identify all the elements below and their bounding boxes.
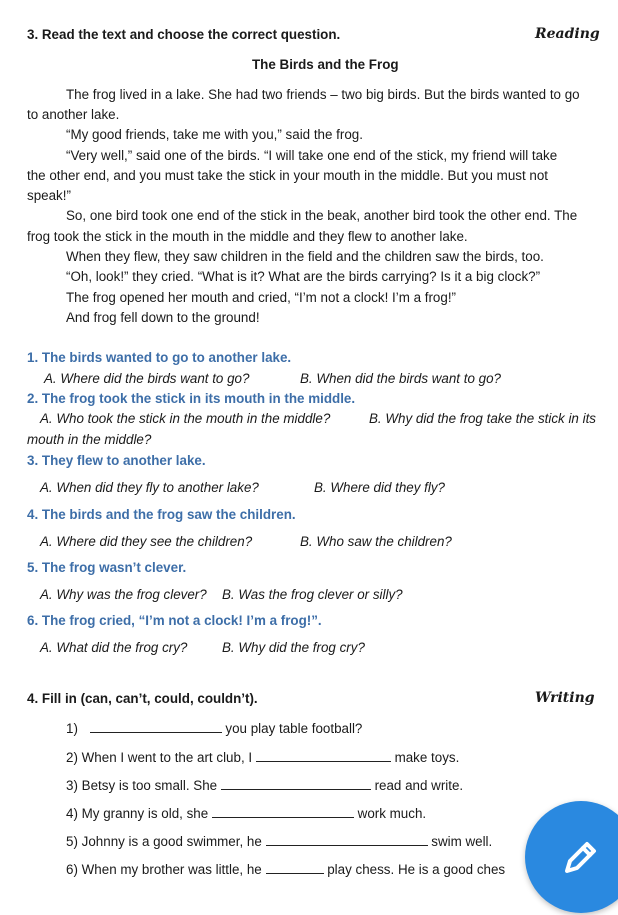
answer-blank[interactable] xyxy=(266,834,428,846)
question-statement: 5. The frog wasn’t clever. xyxy=(27,560,187,575)
fill-item xyxy=(66,750,459,765)
item-number: 6) xyxy=(66,862,78,877)
fill-item xyxy=(66,834,492,849)
item-text-after: read and write. xyxy=(374,778,464,793)
story-line: When they flew, they saw children in the field and the children saw the birds, too. xyxy=(66,249,544,264)
option-b: B. When did the birds want to go? xyxy=(300,371,501,386)
answer-blank[interactable] xyxy=(266,862,324,874)
option-a: A. Where did they see the children? xyxy=(40,534,253,549)
story-title: The Birds and the Frog xyxy=(252,57,399,72)
option-a: A. What did the frog cry? xyxy=(40,640,188,655)
option-a: A. Why was the frog clever? xyxy=(40,587,207,602)
option-b: B. Who saw the children? xyxy=(300,534,452,549)
story-line: And frog fell down to the ground! xyxy=(66,310,260,325)
item-text-after: swim well. xyxy=(431,834,493,849)
option-b: B. Why did the frog take the stick in its xyxy=(369,411,596,426)
task3-heading: 3. Read the text and choose the correct question. xyxy=(27,27,341,42)
item-text-after: play chess. He is a good ches xyxy=(327,862,506,877)
answer-blank[interactable] xyxy=(212,806,354,818)
story-line: So, one bird took one end of the stick in the beak, another bird took the other end. The xyxy=(66,208,578,223)
item-number: 4) xyxy=(66,806,78,821)
option-a: A. When did they fly to another lake? xyxy=(40,480,259,495)
question-statement: 1. The birds wanted to go to another lake. xyxy=(27,350,292,365)
writing-tag: Writing xyxy=(535,690,595,706)
answer-blank[interactable] xyxy=(221,778,371,790)
story-line: speak!” xyxy=(27,188,71,203)
item-text-before: Betsy is too small. She xyxy=(81,778,218,793)
item-number: 1) xyxy=(66,721,78,736)
story-line: frog took the stick in the mouth in the middle and they flew to another lake. xyxy=(27,229,468,244)
item-text-before: Johnny is a good swimmer, he xyxy=(81,834,262,849)
option-b: B. Where did they fly? xyxy=(314,480,445,495)
item-text-before: When I went to the art club, I xyxy=(81,750,253,765)
item-number: 3) xyxy=(66,778,78,793)
question-statement: 2. The frog took the stick in its mouth in the middle. xyxy=(27,391,356,406)
pencil-icon xyxy=(561,837,601,877)
edit-button[interactable] xyxy=(525,801,618,913)
story-line: The frog lived in a lake. She had two friends – two big birds. But the birds wanted to go xyxy=(66,87,580,102)
reading-tag: Reading xyxy=(535,26,600,42)
fill-item xyxy=(66,778,463,793)
option-b-continued: mouth in the middle? xyxy=(27,432,152,447)
question-statement: 6. The frog cried, “I’m not a clock! I’m a frog!”. xyxy=(27,613,322,628)
story-line: The frog opened her mouth and cried, “I’m not a clock! I’m a frog!” xyxy=(66,290,457,305)
item-text-before: My granny is old, she xyxy=(81,806,209,821)
option-b: B. Why did the frog cry? xyxy=(222,640,365,655)
item-text-after: you play table football? xyxy=(225,721,363,736)
fill-item xyxy=(66,862,505,877)
fill-item xyxy=(66,721,362,736)
story-line: “My good friends, take me with you,” said the frog. xyxy=(66,127,363,142)
story-line: “Oh, look!” they cried. “What is it? What are the birds carrying? Is it a big clock?” xyxy=(66,269,541,284)
answer-blank[interactable] xyxy=(90,721,222,733)
option-a: A. Where did the birds want to go? xyxy=(44,371,250,386)
fill-item xyxy=(66,806,426,821)
item-number: 2) xyxy=(66,750,78,765)
story-line: the other end, and you must take the stick in your mouth in the middle. But you must not xyxy=(27,168,549,183)
story-line: to another lake. xyxy=(27,107,120,122)
story-line: “Very well,” said one of the birds. “I will take one end of the stick, my friend will take xyxy=(66,148,558,163)
item-text-after: work much. xyxy=(357,806,427,821)
item-text-before: When my brother was little, he xyxy=(81,862,262,877)
task4-heading: 4. Fill in (can, can’t, could, couldn’t). xyxy=(27,691,258,706)
item-text-after: make toys. xyxy=(394,750,460,765)
question-statement: 3. They flew to another lake. xyxy=(27,453,206,468)
option-b: B. Was the frog clever or silly? xyxy=(222,587,403,602)
question-statement: 4. The birds and the frog saw the children. xyxy=(27,507,296,522)
option-a: A. Who took the stick in the mouth in the middle? xyxy=(40,411,331,426)
answer-blank[interactable] xyxy=(256,750,391,762)
item-number: 5) xyxy=(66,834,78,849)
